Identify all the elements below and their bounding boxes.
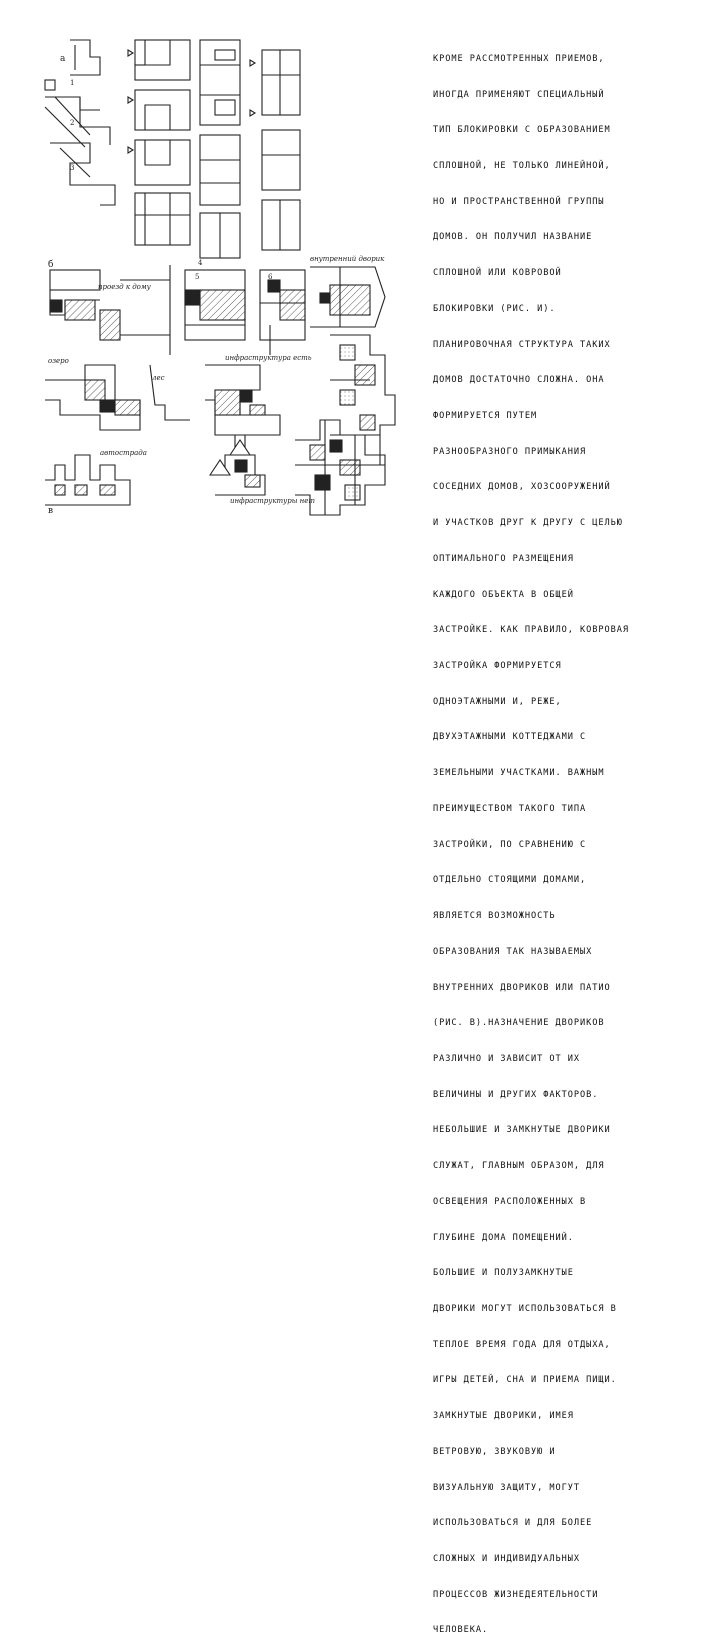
text-line: ЗАСТРОЙКИ, ПО СРАВНЕНИЮ С <box>433 839 587 850</box>
text-line: ТЕПЛОЕ ВРЕМЯ ГОДА ДЛЯ ОТДЫХА, <box>433 1339 611 1350</box>
label-infrastructure: инфраструктура есть <box>225 354 312 362</box>
text-line: РАЗЛИЧНО И ЗАВИСИТ ОТ ИХ <box>433 1053 580 1064</box>
text-line: ИГРЫ ДЕТЕЙ, СНА И ПРИЕМА ПИЩИ. <box>433 1375 617 1386</box>
text-line: СПЛОШНОЙ ИЛИ КОВРОВОЙ <box>433 268 562 279</box>
text-line: РАЗНООБРАЗНОГО ПРИМЫКАНИЯ <box>433 446 587 457</box>
text-line: НО И ПРОСТРАНСТВЕННОЙ ГРУППЫ <box>433 196 605 207</box>
text-line: ВНУТРЕННИХ ДВОРИКОВ ИЛИ ПАТИО <box>433 982 611 993</box>
text-line: ГЛУБИНЕ ДОМА ПОМЕЩЕНИЙ. <box>433 1232 574 1243</box>
text-line: ОДНОЭТАЖНЫМИ И, РЕЖЕ, <box>433 696 562 707</box>
text-line: БЛОКИРОВКИ (РИС. И). <box>433 303 556 314</box>
label-highway: автострада <box>100 449 147 457</box>
label-n3: 3 <box>70 164 75 172</box>
text-line: КАЖДОГО ОБЪЕКТА В ОБЩЕЙ <box>433 589 574 600</box>
text-line: ВЕТРОВУЮ, ЗВУКОВУЮ И <box>433 1446 556 1457</box>
text-line: ЗАМКНУТЫЕ ДВОРИКИ, ИМЕЯ <box>433 1411 574 1422</box>
label-b: б <box>48 260 54 270</box>
text-line: ИНОГДА ПРИМЕНЯЮТ СПЕЦИАЛЬНЫЙ <box>433 89 605 100</box>
text-line: ЗАСТРОЙКА ФОРМИРУЕТСЯ <box>433 661 562 672</box>
label-a: а <box>60 54 66 64</box>
text-line: ВИЗУАЛЬНУЮ ЗАЩИТУ, МОГУТ <box>433 1482 580 1493</box>
text-line: ПРЕИМУЩЕСТВОМ ТАКОГО ТИПА <box>433 803 587 814</box>
text-line: И УЧАСТКОВ ДРУГ К ДРУГУ С ЦЕЛЬЮ <box>433 518 623 529</box>
text-line: ПЛАНИРОВОЧНАЯ СТРУКТУРА ТАКИХ <box>433 339 611 350</box>
label-driveway: проезд к дому <box>98 283 151 291</box>
text-line: ФОРМИРУЕТСЯ ПУТЕМ <box>433 411 538 421</box>
label-n2: 2 <box>70 119 75 127</box>
text-line: ДОМОВ. ОН ПОЛУЧИЛ НАЗВАНИЕ <box>433 232 593 243</box>
text-line: ИСПОЛЬЗОВАТЬСЯ И ДЛЯ БОЛЕЕ <box>433 1518 593 1529</box>
text-line: ЧЕЛОВЕКА. <box>433 1625 489 1636</box>
scheme-a <box>45 40 300 258</box>
label-v: в <box>48 506 54 516</box>
text-line: ДВУХЭТАЖНЫМИ КОТТЕДЖАМИ С <box>433 732 587 743</box>
text-line: СОСЕДНИХ ДОМОВ, ХОЗСООРУЖЕНИЙ <box>433 482 611 493</box>
figure-drawing <box>40 35 425 525</box>
label-n4: 4 <box>198 259 203 267</box>
text-line: (РИС. В).НАЗНАЧЕНИЕ ДВОРИКОВ <box>433 1018 605 1029</box>
text-line: КРОМЕ РАССМОТРЕННЫХ ПРИЕМОВ, <box>433 53 605 64</box>
text-line: ДОМОВ ДОСТАТОЧНО СЛОЖНА. ОНА <box>433 375 605 386</box>
label-n5: 5 <box>195 273 200 281</box>
text-line: ЯВЛЯЕТСЯ ВОЗМОЖНОСТЬ <box>433 911 556 922</box>
text-line: ОСВЕЩЕНИЯ РАСПОЛОЖЕННЫХ В <box>433 1196 587 1207</box>
label-courtyard: внутренний дворик <box>310 255 385 263</box>
text-line: ДВОРИКИ МОГУТ ИСПОЛЬЗОВАТЬСЯ В <box>433 1303 617 1314</box>
label-n1: 1 <box>70 79 75 87</box>
text-line: ОБРАЗОВАНИЯ ТАК НАЗЫВАЕМЫХ <box>433 946 593 957</box>
text-line: СПЛОШНОЙ, НЕ ТОЛЬКО ЛИНЕЙНОЙ, <box>433 160 611 171</box>
text-line: БОЛЬШИЕ И ПОЛУЗАМКНУТЫЕ <box>433 1268 574 1279</box>
body-text <box>433 30 683 1649</box>
label-forest: лес <box>152 374 165 382</box>
text-line: ВЕЛИЧИНЫ И ДРУГИХ ФАКТОРОВ. <box>433 1089 599 1100</box>
label-n6: 6 <box>268 273 273 281</box>
text-line: ОПТИМАЛЬНОГО РАЗМЕЩЕНИЯ <box>433 553 574 564</box>
text-line: НЕБОЛЬШИЕ И ЗАМКНУТЫЕ ДВОРИКИ <box>433 1125 611 1136</box>
text-line: ТИП БЛОКИРОВКИ С ОБРАЗОВАНИЕМ <box>433 125 611 136</box>
text-line: ЗАСТРОЙКЕ. КАК ПРАВИЛО, КОВРОВАЯ <box>433 625 629 636</box>
label-infrastructure-none: инфраструктуры нет <box>230 497 316 505</box>
text-line: ЗЕМЕЛЬНЫМИ УЧАСТКАМИ. ВАЖНЫМ <box>433 768 605 779</box>
text-line: ПРОЦЕССОВ ЖИЗНЕДЕЯТЕЛЬНОСТИ <box>433 1589 599 1600</box>
label-lake: озеро <box>48 357 69 365</box>
figure-housing-blocks <box>40 35 425 525</box>
text-line: ОТДЕЛЬНО СТОЯЩИМИ ДОМАМИ, <box>433 875 587 886</box>
text-line: СЛОЖНЫХ И ИНДИВИДУАЛЬНЫХ <box>433 1554 580 1564</box>
text-line: СЛУЖАТ, ГЛАВНЫМ ОБРАЗОМ, ДЛЯ <box>433 1161 605 1172</box>
